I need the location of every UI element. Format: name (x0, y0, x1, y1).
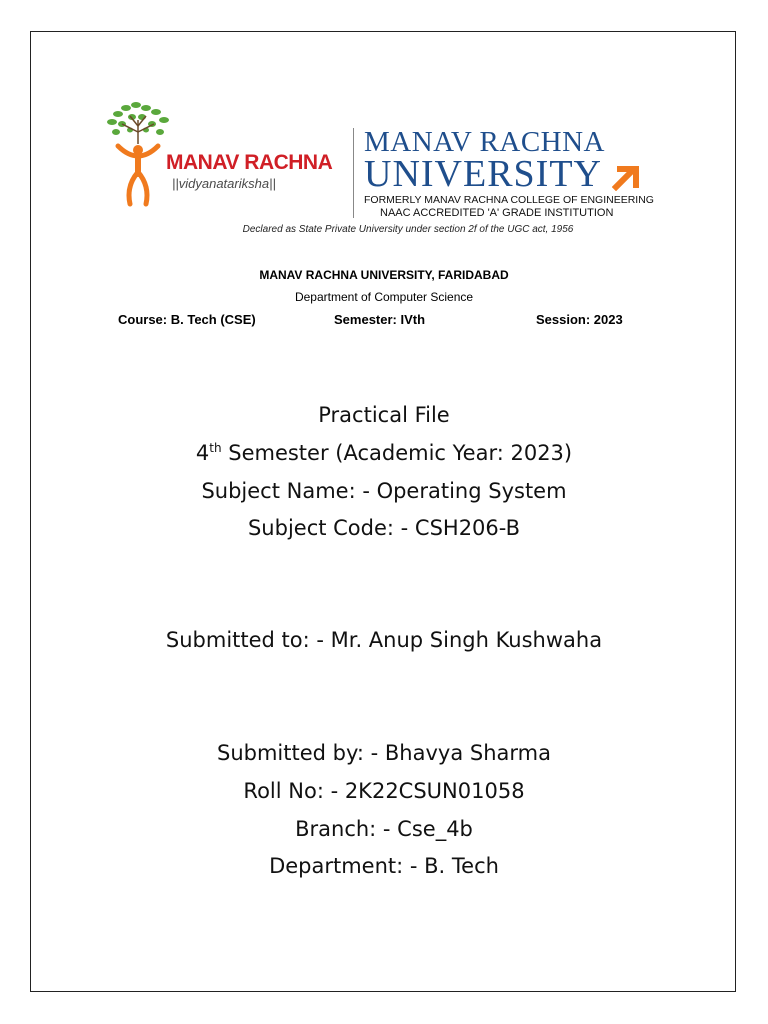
logo-divider (353, 128, 354, 218)
submitted-by: Submitted by: - Bhavya Sharma (217, 741, 551, 765)
tree-figure-icon (104, 100, 174, 212)
declaration-text: Declared as State Private University under section 2f of the UGC act, 1956 (242, 224, 574, 235)
university-name: MANAV RACHNA UNIVERSITY, FARIDABAD (259, 268, 509, 282)
semester-suffix: th (209, 441, 222, 455)
semester-label: Semester: IVth (334, 312, 426, 327)
logo-left-tagline: ||vidyanatariksha|| (172, 176, 276, 191)
semester-number: 4 (195, 441, 210, 465)
university-naac: NAAC ACCREDITED 'A' GRADE INSTITUTION (380, 207, 614, 219)
course-label: Course: B. Tech (CSE) (118, 312, 256, 327)
subject-name: Subject Name: - Operating System (201, 479, 567, 503)
university-declaration (0, 224, 768, 235)
subject-code: Subject Code: - CSH206-B (247, 516, 521, 540)
branch: Branch: - Cse_4b (295, 817, 473, 841)
logo-left-name: MANAV RACHNA (166, 151, 333, 174)
arrow-up-right-icon (612, 165, 642, 191)
roll-number: Roll No: - 2K22CSUN01058 (243, 779, 525, 803)
session-label: Session: 2023 (536, 312, 623, 327)
manav-rachna-logo (104, 100, 344, 212)
submitted-to: Submitted to: - Mr. Anup Singh Kushwaha (165, 628, 603, 652)
university-logo-line1: MANAV RACHNA (364, 126, 606, 158)
semester-title (0, 441, 768, 465)
university-formerly: FORMERLY MANAV RACHNA COLLEGE OF ENGINEERING (364, 194, 654, 206)
semester-academic-year: Semester (Academic Year: 2023) (221, 441, 573, 465)
university-logo-line2: UNIVERSITY (364, 153, 602, 195)
department-name: Department of Computer Science (294, 290, 474, 304)
practical-file-title: Practical File (318, 403, 450, 427)
department-info: Department: - B. Tech (269, 854, 499, 878)
